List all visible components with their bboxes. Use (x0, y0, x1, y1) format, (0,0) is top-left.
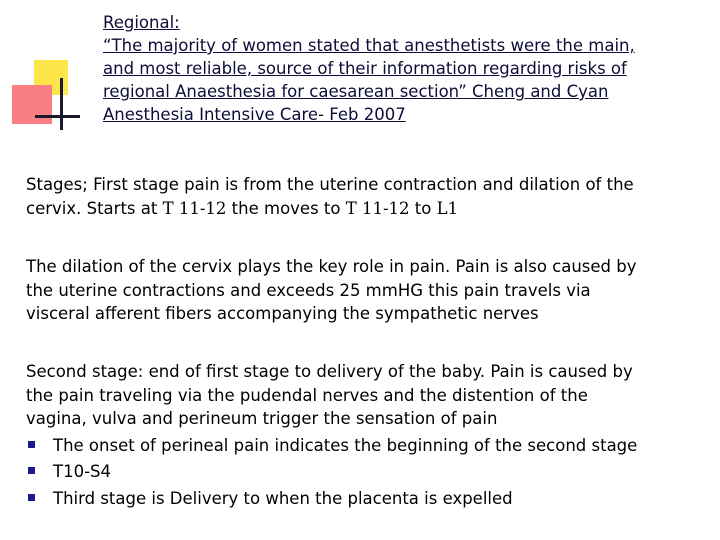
second-stage-line: the pain traveling via the pudendal nerves and the distention of the (26, 385, 588, 405)
stages-line-2 (26, 197, 696, 221)
square-bullet-icon (28, 467, 35, 474)
stages-line-1: Stages; First stage pain is from the uterine contraction and dilation of the (26, 175, 634, 194)
header-line: and most reliable, source of their information regarding risks of (103, 59, 627, 78)
bullet-text: T10-S4 (53, 462, 111, 481)
second-stage-line: Second stage: end of first stage to delivery of the baby. Pain is caused by (26, 362, 633, 381)
bullet-item (26, 487, 696, 511)
header-line: regional Anaesthesia for caesarean section” Cheng and Cyan (103, 82, 609, 101)
square-bullet-icon (28, 441, 35, 448)
bullet-item (26, 460, 696, 484)
bullet-text: Third stage is Delivery to when the placenta is expelled (53, 488, 513, 508)
bullet-text: The onset of perineal pain indicates the beginning of the second stage (53, 435, 638, 455)
dilation-paragraph (26, 255, 696, 326)
bullet-item (26, 434, 696, 458)
stages-line-2-mid: the moves to (226, 198, 346, 218)
second-stage-paragraph (26, 360, 696, 510)
stages-paragraph (26, 173, 696, 220)
decorative-vertical-line (60, 78, 63, 130)
header-quote (103, 11, 703, 126)
stages-line-2-prefix: cervix. Starts at (26, 198, 163, 218)
header-line: Anesthesia Intensive Care- Feb 2007 (103, 105, 406, 124)
stages-t1: T 11-12 (162, 198, 227, 218)
header-line: “The majority of women stated that anesthetists were the main, (103, 36, 635, 55)
second-stage-line: vagina, vulva and perineum trigger the sensation of pain (26, 409, 498, 428)
stages-l1: L1 (436, 198, 459, 218)
dilation-line: The dilation of the cervix plays the key role in pain. Pain is also caused by (26, 257, 637, 276)
dilation-line: visceral afferent fibers accompanying the sympathetic nerves (26, 304, 539, 323)
header-line: Regional: (103, 13, 180, 32)
square-bullet-icon (28, 494, 35, 501)
dilation-line: the uterine contractions and exceeds 25 mmHG this pain travels via (26, 280, 591, 300)
decorative-pink-square (12, 85, 52, 124)
stages-t2: T 11-12 (345, 198, 410, 218)
decorative-horizontal-line (35, 115, 80, 118)
stages-line-2-mid2: to (409, 198, 437, 218)
